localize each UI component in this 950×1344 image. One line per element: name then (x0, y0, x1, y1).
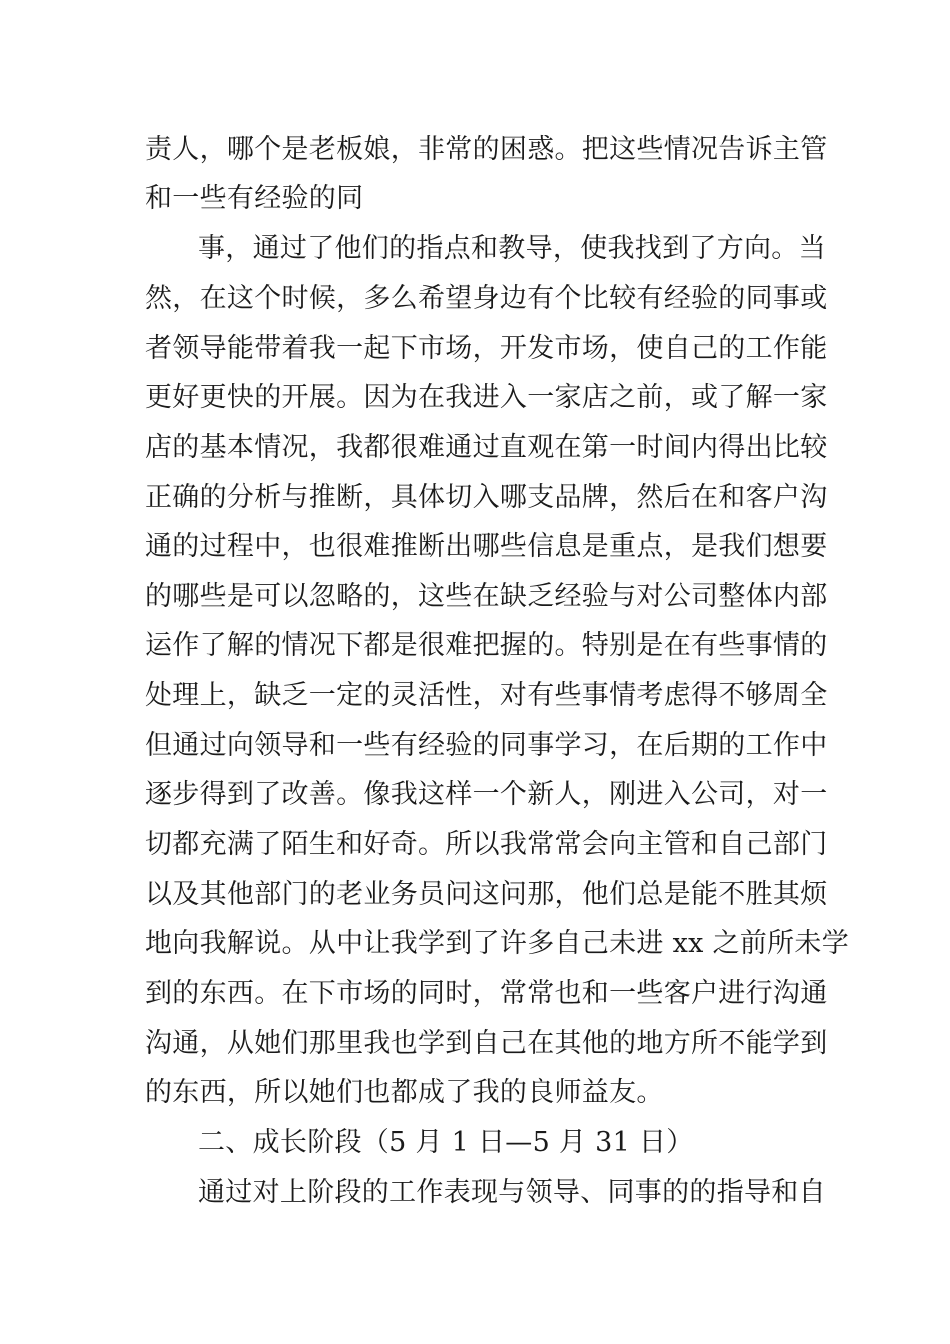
text-line: 责人，哪个是老板娘，非常的困惑。把这些情况告诉主管 (145, 134, 828, 165)
text-line: 然，在这个时候，多么希望身边有个比较有经验的同事或 (145, 283, 828, 314)
text-line: 运作了解的情况下都是很难把握的。特别是在有些事情的 (145, 630, 828, 661)
paragraph-first-line: 通过对上阶段的工作表现与领导、同事的的指导和自 (198, 1177, 826, 1208)
section-heading: 二、成长阶段（5 月 1 日—5 月 31 日） (198, 1127, 694, 1158)
text-line: 地向我解说。从中让我学到了许多自己未进 xx 之前所未学 (145, 928, 850, 959)
text-line: 者领导能带着我一起下市场，开发市场，使自己的工作能 (145, 333, 828, 364)
text-line: 沟通，从她们那里我也学到自己在其他的地方所不能学到 (145, 1028, 828, 1059)
text-line: 通的过程中，也很难推断出哪些信息是重点，是我们想要 (145, 531, 828, 562)
text-line: 正确的分析与推断，具体切入哪支品牌，然后在和客户沟 (145, 482, 828, 513)
text-line: 更好更快的开展。因为在我进入一家店之前，或了解一家 (145, 382, 828, 413)
text-line: 的东西，所以她们也都成了我的良师益友。 (145, 1077, 664, 1108)
text-line: 和一些有经验的同 (145, 183, 364, 214)
text-line: 切都充满了陌生和好奇。所以我常常会向主管和自己部门 (145, 829, 828, 860)
text-line: 处理上，缺乏一定的灵活性，对有些事情考虑得不够周全 (145, 680, 828, 711)
text-line: 逐步得到了改善。像我这样一个新人，刚进入公司，对一 (145, 779, 828, 810)
text-line: 店的基本情况，我都很难通过直观在第一时间内得出比较 (145, 432, 828, 463)
text-line: 以及其他部门的老业务员问这问那，他们总是能不胜其烦 (145, 879, 828, 910)
text-line: 到的东西。在下市场的同时，常常也和一些客户进行沟通 (145, 978, 828, 1009)
text-line: 的哪些是可以忽略的，这些在缺乏经验与对公司整体内部 (145, 581, 828, 612)
paragraph-first-line: 事，通过了他们的指点和教导，使我找到了方向。当 (198, 233, 826, 264)
text-line: 但通过向领导和一些有经验的同事学习，在后期的工作中 (145, 730, 828, 761)
